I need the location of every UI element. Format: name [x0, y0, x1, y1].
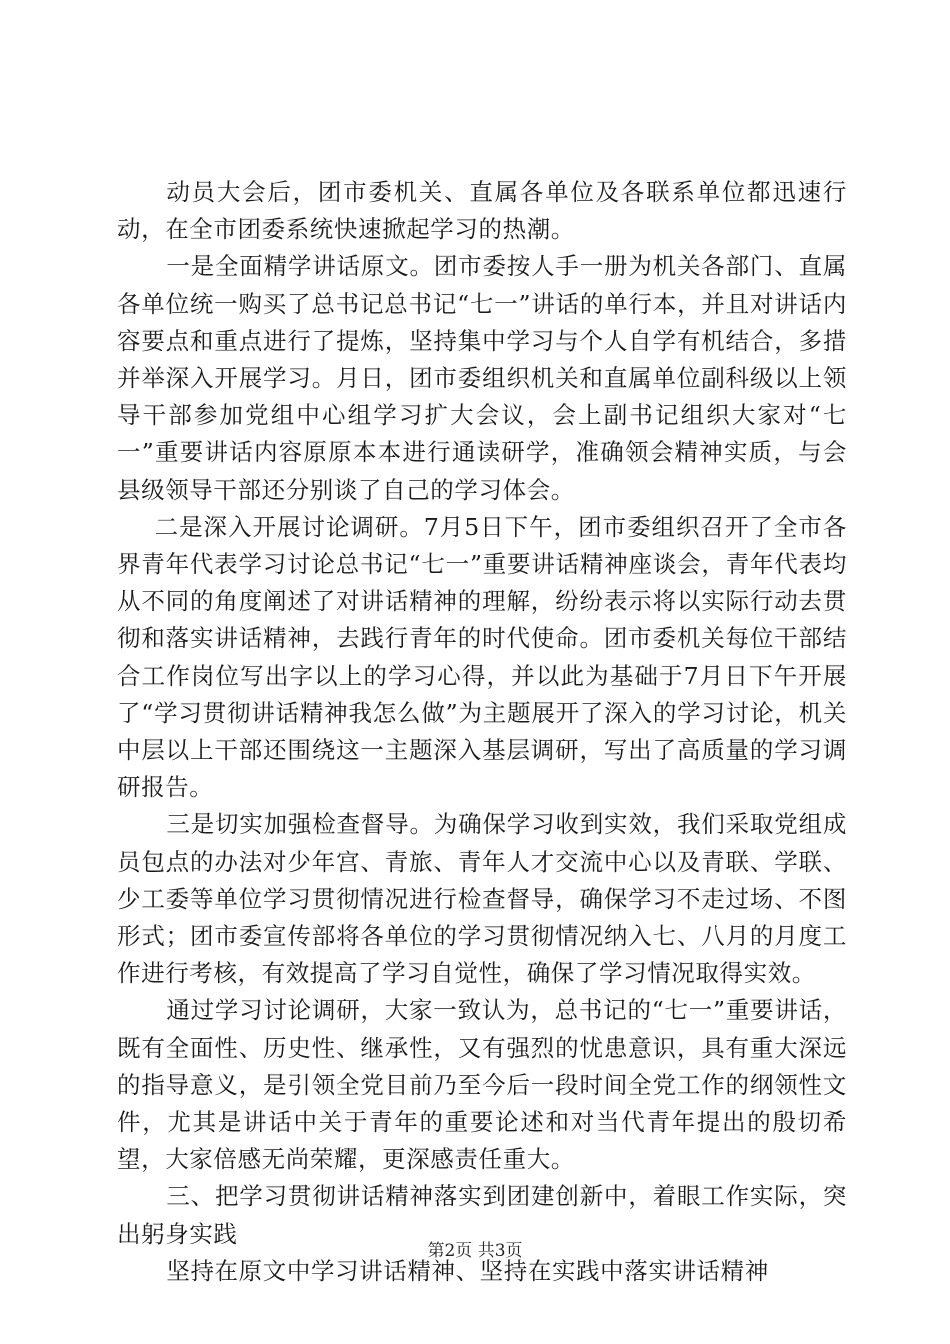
- paragraph-practice: 坚持在原文中学习讲话精神、坚持在实践中落实讲话精神: [166, 1256, 769, 1285]
- paragraph-study-original-text: 一是全面精学讲话原文。团市委按人手一册为机关各部门、直属各单位统一购买了总书记总书记“七一”讲话的单行本，并且对讲话内容要点和重点进行了提炼，坚持集中学习与个人自学有机结合，多措并举深入开展学习。月日，团市委组织机关和直属单位副科级以上领导干部参加党组中心组学习扩大会议，会上副书记组织大家对“七一”重要讲话内容原原本本进行通读研学，准确领会精神实质，与会县级领导干部还分别谈了自己的学习体会。: [117, 252, 847, 504]
- document-body: [117, 174, 847, 1290]
- page-number-footer: 第2页 共3页: [427, 1241, 523, 1261]
- section-heading-three: 三、把学习贯彻讲话精神落实到团建创新中，着眼工作实际，突出躬身实践: [117, 1182, 847, 1248]
- paragraph-consensus: 通过学习讨论调研，大家一致认为，总书记的“七一”重要讲话，既有全面性、历史性、继承性，又有强烈的忧患意识，具有重大深远的指导意义，是引领全党目前乃至今后一段时间全党工作的纲领性文件，尤其是讲话中关于青年的重要论述和对当代青年提出的殷切希望，大家倍感无尚荣耀，更深感责任重大。: [117, 996, 847, 1174]
- paragraph-inspection-supervision: 三是切实加强检查督导。为确保学习收到实效，我们采取党组成员包点的办法对少年宫、青旅、青年人才交流中心以及青联、学联、少工委等单位学习贯彻情况进行检查督导，确保学习不走过场、不图形式；团市委宣传部将各单位的学习贯彻情况纳入七、八月的月度工作进行考核，有效提高了学习自觉性，确保了学习情况取得实效。: [117, 810, 847, 988]
- paragraph-discussion-research: 二是深入开展讨论调研。7月5日下午，团市委组织召开了全市各界青年代表学习讨论总书记“七一”重要讲话精神座谈会，青年代表均从不同的角度阐述了对讲话精神的理解，纷纷表示将以实际行动去贯彻和落实讲话精神，去践行青年的时代使命。团市委机关每位干部结合工作岗位写出字以上的学习心得，并以此为基础于7月日下午开展了“学习贯彻讲话精神我怎么做”为主题展开了深入的学习讨论，机关中层以上干部还围绕这一主题深入基层调研，写出了高质量的学习调研报告。: [117, 512, 847, 802]
- paragraph-mobilization-meeting: 动员大会后，团市委机关、直属各单位及各联系单位都迅速行动，在全市团委系统快速掀起学习的热潮。: [117, 178, 847, 244]
